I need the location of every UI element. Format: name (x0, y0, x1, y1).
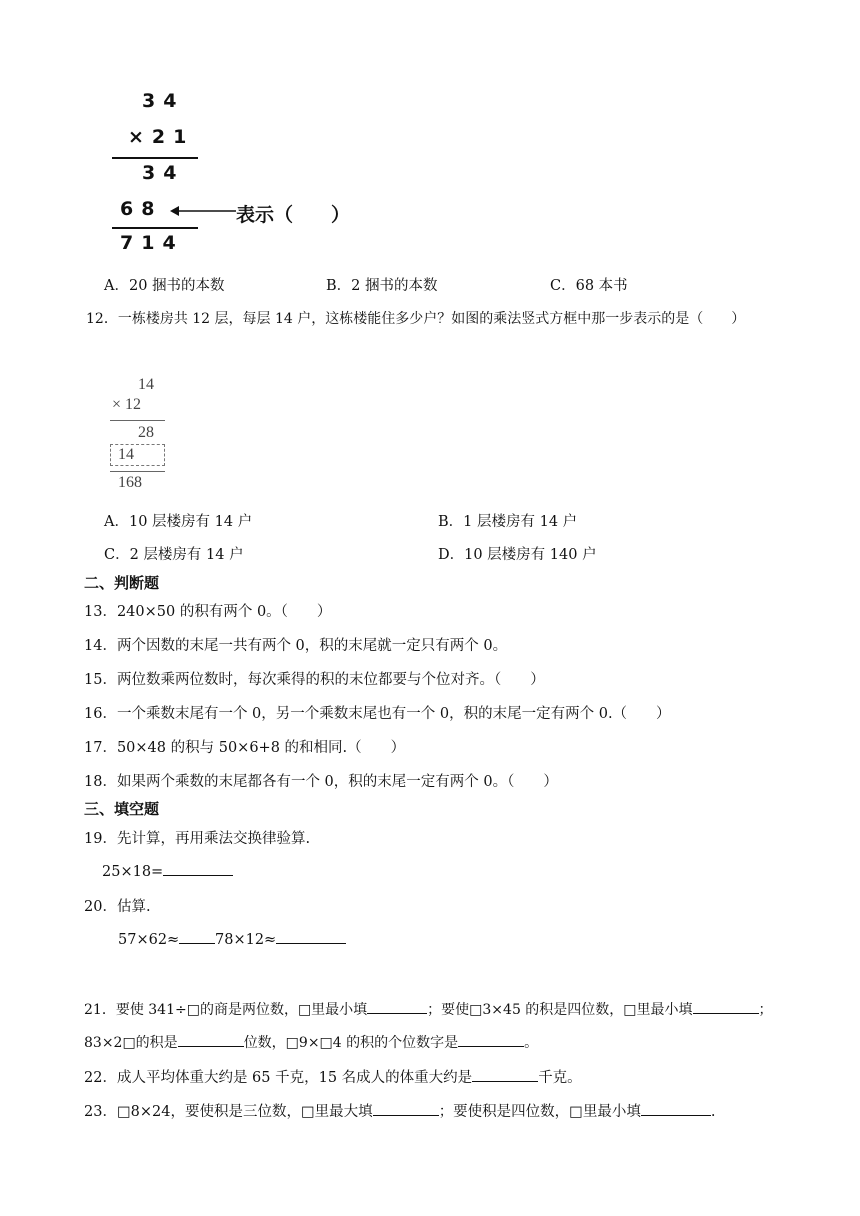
q20-answer-blank-2[interactable] (276, 929, 346, 944)
fig2-row4: 14 (118, 446, 134, 463)
q11-option-a[interactable]: A．20 捆书的本数 (104, 278, 225, 294)
q18-text: 18．如果两个乘数的末尾都各有一个 0，积的末尾一定有两个 0。（ ） (84, 774, 558, 790)
q19-expression (102, 861, 233, 880)
q21-part-4: 83×2□的积是 (84, 1035, 178, 1051)
q23-blank-1[interactable] (373, 1101, 439, 1116)
q19-expr-text: 25×18= (102, 864, 164, 880)
q12-option-c[interactable]: C．2 层楼房有 14 户 (104, 547, 244, 563)
fig1-row4: 68 (120, 198, 163, 220)
arrow-left-icon (170, 202, 238, 220)
q20-expression-2 (215, 929, 346, 948)
q16-text: 16．一个乘数末尾有一个 0，另一个乘数末尾也有一个 0，积的末尾一定有两个 0.（ ） (84, 706, 671, 722)
fig1-row1: 34 (142, 90, 185, 112)
fig1-arrow-label: 表示（ ） (236, 204, 351, 226)
q20-expression-1 (118, 929, 215, 948)
fig1-row3: 34 (142, 162, 185, 184)
fig1-row2: ×21 (128, 126, 195, 148)
q19-answer-blank[interactable] (163, 861, 233, 876)
fig1-rule-1 (112, 157, 198, 159)
q22-part-1: 22．成人平均体重大约是 65 千克，15 名成人的体重大约是 (84, 1070, 473, 1086)
fig2-rule-2 (110, 471, 165, 472)
q21-part-3: ； (758, 1002, 773, 1018)
fig2-row1: 14 (138, 376, 154, 393)
fig2-row3: 28 (138, 424, 154, 441)
q22-blank[interactable] (472, 1067, 538, 1082)
q21-blank-3[interactable] (178, 1032, 244, 1047)
q20-expr1-text: 57×62≈ (118, 932, 180, 948)
q21-blank-4[interactable] (458, 1032, 524, 1047)
multiplication-figure-2 (108, 376, 178, 496)
q21-line-2 (84, 1032, 538, 1052)
q21-part-1: 21．要使 341÷□的商是两位数，□里最小填 (84, 1002, 368, 1018)
q11-option-c[interactable]: C．68 本书 (550, 278, 628, 294)
q11-option-b[interactable]: B．2 捆书的本数 (326, 278, 438, 294)
q12-option-d[interactable]: D．10 层楼房有 140 户 (438, 547, 597, 563)
q23-part-3: . (710, 1104, 716, 1120)
q15-text: 15．两位数乘两位数时，每次乘得的积的末位都要与个位对齐。（ ） (84, 672, 545, 688)
section-3-title: 三、填空题 (84, 800, 160, 818)
q23-part-2: ；要使积是四位数，□里最小填 (438, 1104, 641, 1120)
q17-text: 17．50×48 的积与 50×6+8 的和相同.（ ） (84, 740, 406, 756)
fig1-row5: 714 (120, 232, 184, 254)
section-2-title: 二、判断题 (84, 574, 160, 592)
q21-blank-2[interactable] (693, 999, 759, 1014)
q19-text: 19．先计算，再用乘法交换律验算. (84, 831, 311, 847)
q12-option-a[interactable]: A．10 层楼房有 14 户 (104, 514, 253, 530)
q20-answer-blank-1[interactable] (179, 929, 215, 944)
q22-line (84, 1066, 582, 1087)
q12-option-b[interactable]: B．1 层楼房有 14 户 (438, 514, 578, 530)
q23-line (84, 1100, 716, 1121)
q13-text: 13．240×50 的积有两个 0。（ ） (84, 604, 332, 620)
fig2-row2: × 12 (112, 396, 142, 413)
q21-part-5: 位数，□9×□4 的积的个位数字是 (243, 1035, 459, 1051)
q21-line-1 (84, 999, 773, 1019)
fig2-rule-1 (110, 420, 165, 421)
q14-text: 14．两个因数的末尾一共有两个 0，积的末尾就一定只有两个 0。 (84, 638, 508, 654)
multiplication-figure-1 (110, 88, 351, 254)
q23-part-1: 23．□8×24，要使积是三位数，□里最大填 (84, 1104, 373, 1120)
fig1-rule-2 (112, 227, 198, 229)
q20-text: 20．估算. (84, 899, 151, 915)
q12-text: 12．一栋楼房共 12 层，每层 14 户，这栋楼能住多少户？如图的乘法竖式方框中那一步表示的是（ ） (86, 311, 746, 327)
q23-blank-2[interactable] (641, 1101, 711, 1116)
q21-part-2: ；要使□3×45 的积是四位数，□里最小填 (427, 1002, 693, 1018)
q20-expr2-text: 78×12≈ (215, 932, 277, 948)
fig2-row5: 168 (118, 474, 142, 491)
q21-part-6: 。 (524, 1035, 539, 1051)
q22-part-2: 千克。 (538, 1070, 582, 1086)
q21-blank-1[interactable] (367, 999, 427, 1014)
